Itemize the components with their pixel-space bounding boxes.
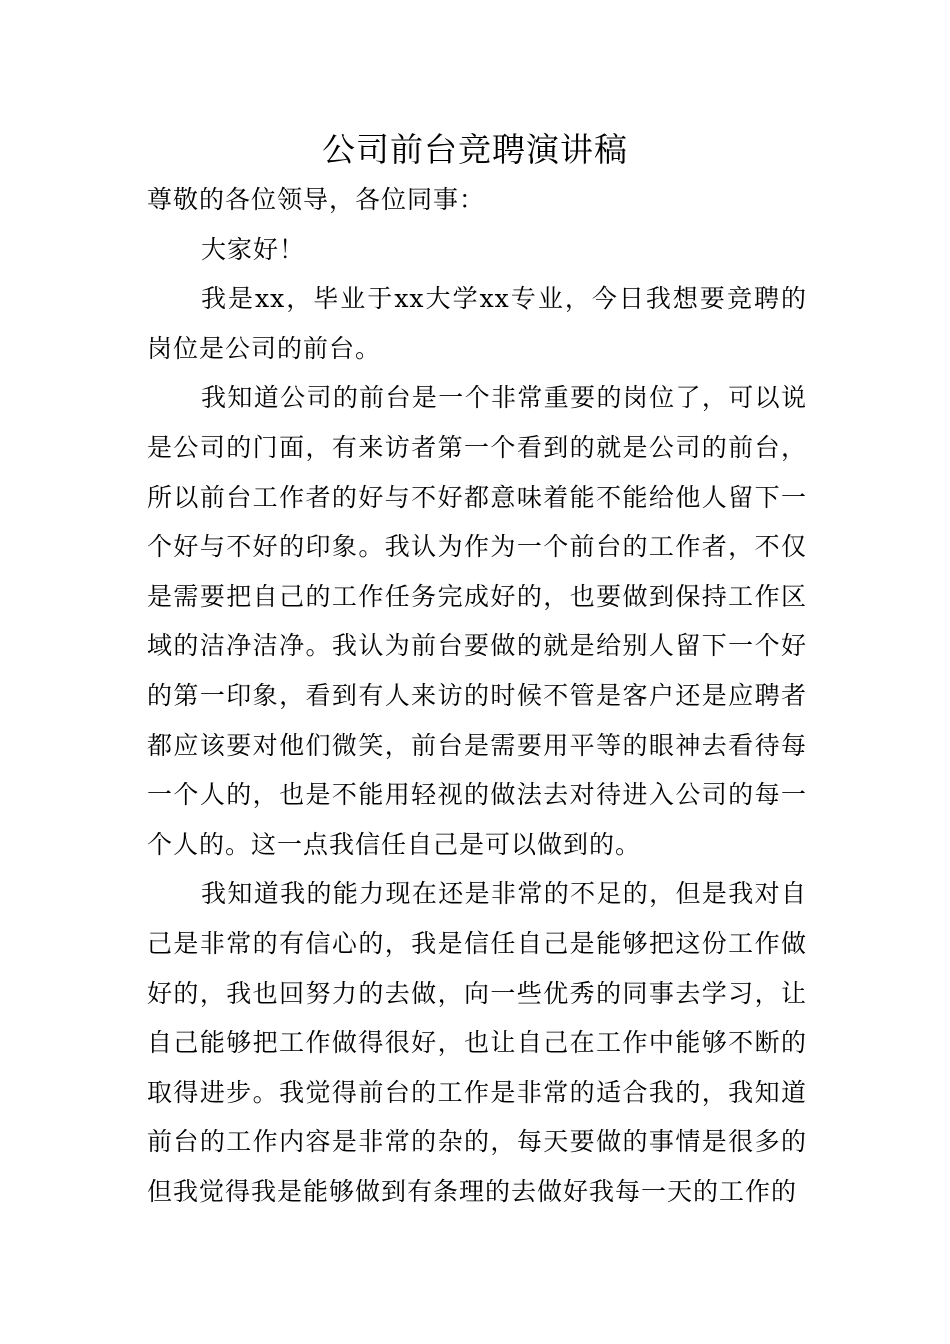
paragraph-greeting: 大家好！	[201, 234, 306, 264]
paragraph-self-confidence: 我知道我的能力现在还是非常的不足的，但是我对自己是非常的有信心的，我是信任自己是能够把这份工作做好的，我也回努力的去做，向一些优秀的同事去学习，让自己能够把工作做得很好，也让自己在工作中能够不断的取得进步。我觉得前台的工作是非常的适合我的，我知道前台的工作内容是非常的杂的，每天要做的事情是很多的但我觉得我是能够做到有条理的去做好我每一天的工作的	[147, 879, 807, 1206]
paragraph-role-importance: 我知道公司的前台是一个非常重要的岗位了，可以说是公司的门面，有来访者第一个看到的就是公司的前台，所以前台工作者的好与不好都意味着能不能给他人留下一个好与不好的印象。我认为作为一个前台的工作者，不仅是需要把自己的工作任务完成好的，也要做到保持工作区域的洁净洁净。我认为前台要做的就是给别人留下一个好的第一印象，看到有人来访的时候不管是客户还是应聘者都应该要对他们微笑，前台是需要用平等的眼神去看待每一个人的，也是不能用轻视的做法去对待进入公司的每一个人的。这一点我信任自己是可以做到的。	[147, 383, 807, 859]
paragraph-introduction: 我是xx，毕业于xx大学xx专业，今日我想要竞聘的岗位是公司的前台。	[147, 284, 807, 363]
salutation: 尊敬的各位领导，各位同事：	[147, 185, 486, 214]
document-body	[147, 175, 807, 1216]
document-title: 公司前台竞聘演讲稿	[322, 130, 628, 169]
